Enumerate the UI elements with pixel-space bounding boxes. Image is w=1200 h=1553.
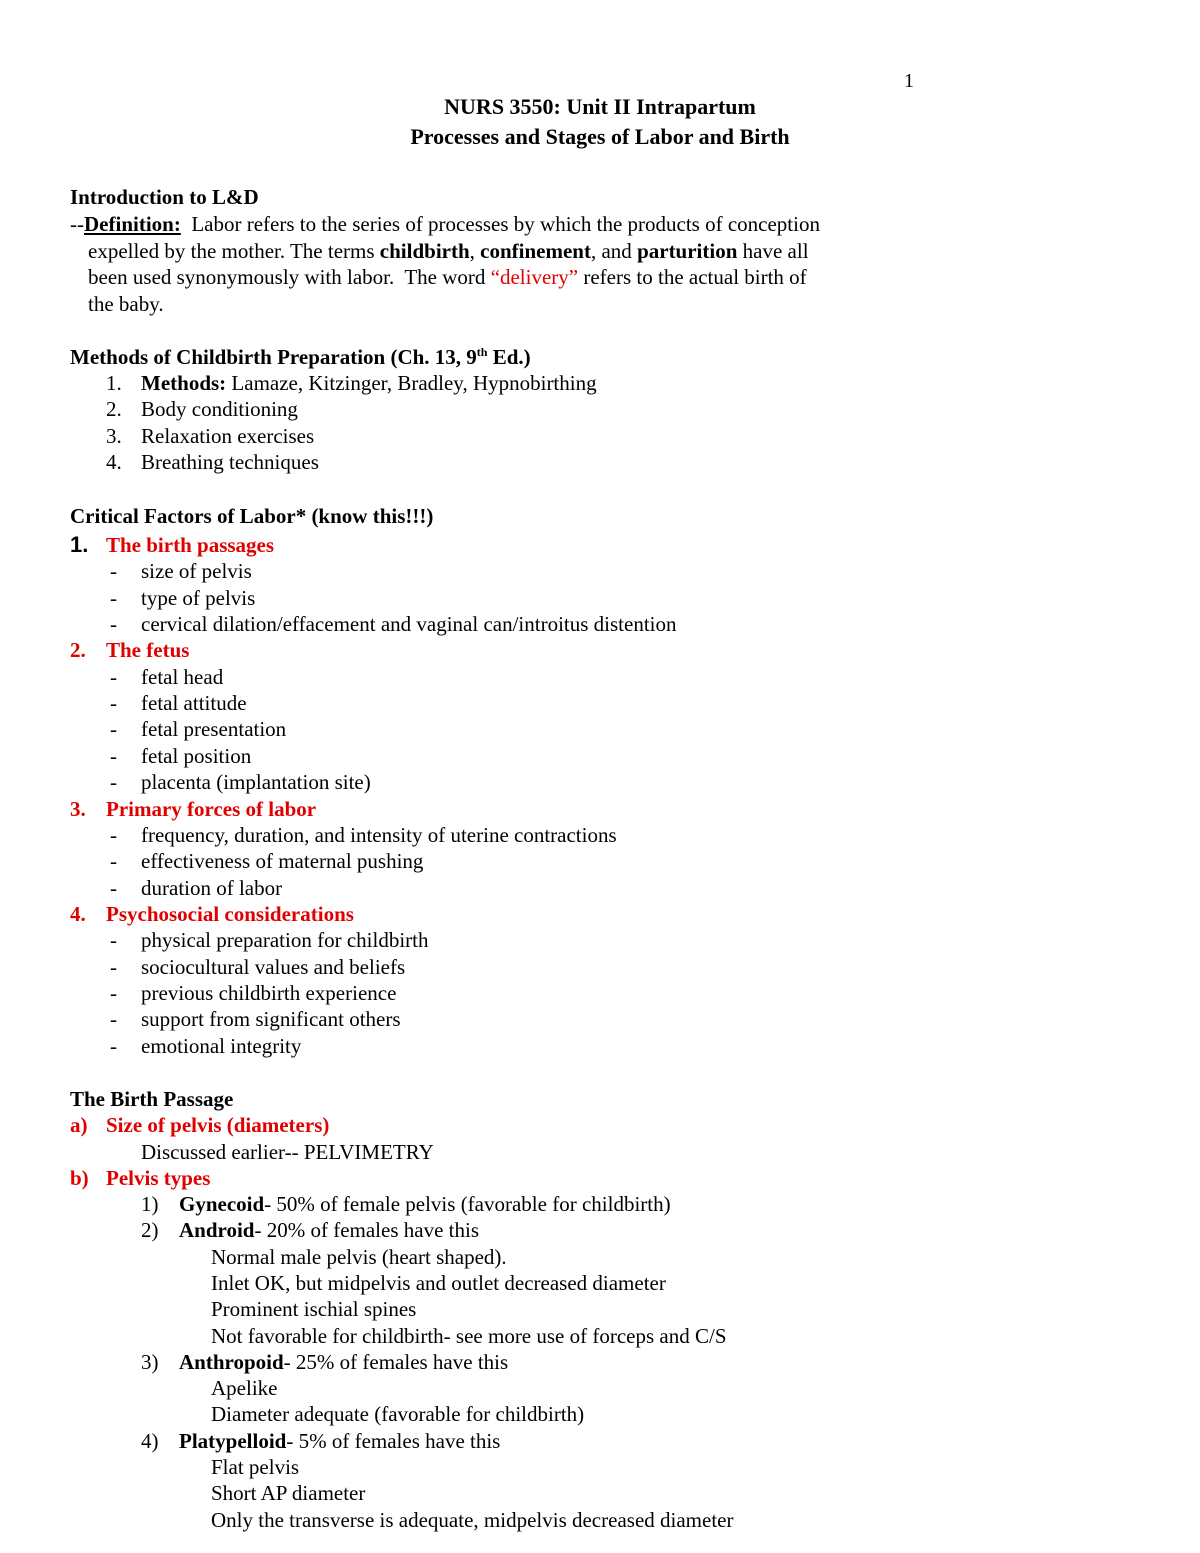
method-item [106,449,319,475]
type-number: 2) [141,1218,159,1243]
document-subtitle: Processes and Stages of Labor and Birth [410,124,790,149]
dash-bullet: - [110,928,117,953]
subitem-text: fetal attitude [141,691,247,716]
type-number: 3) [141,1349,159,1374]
type-number: 1) [141,1192,159,1216]
dash-bullet: - [110,585,117,610]
pelvis-types-item [70,1165,210,1191]
subitem-text: fetal head [141,664,224,689]
dash-bullet: - [110,691,117,716]
factor-heading [70,796,316,822]
factor-subitem [110,664,223,690]
type-name: Anthropoid [179,1349,284,1374]
methods-heading [70,344,531,370]
document-title: NURS 3550: Unit II Intrapartum [444,94,756,119]
text-span: been used synonymously with labor. The word [88,265,491,289]
subitem-text: physical preparation for childbirth [141,928,429,953]
superscript: th [476,345,488,359]
factor-label: Psychosocial considerations [106,901,354,926]
item-number: 3. [106,423,122,448]
dash-bullet: - [110,875,117,900]
page-number: 1 [904,70,914,92]
dash-bullet: - [110,849,117,874]
type-description: - 25% of females have this [283,1349,509,1374]
subitem-text: fetal presentation [141,717,287,742]
factor-subitem [110,743,251,769]
term-childbirth: childbirth [379,239,470,263]
subitem-text: duration of labor [141,875,283,900]
type-note: Prominent ischial spines [211,1297,417,1322]
type-note: Normal male pelvis (heart shaped). [211,1244,507,1269]
intro-heading: Introduction to L&D [70,185,259,209]
factor-label: The birth passages [106,533,275,557]
factor-subitem [110,1006,401,1032]
factor-subitem [110,822,617,848]
type-note: Flat pelvis [211,1455,300,1479]
dash-bullet: - [110,743,117,768]
text-span: , and [590,239,638,263]
subitem-text: frequency, duration, and intensity of uterine contractions [141,822,617,847]
subitem-text: size of pelvis [141,559,252,584]
method-item [106,370,597,396]
factor-subitem [110,1033,301,1059]
subitem-text: effectiveness of maternal pushing [141,849,424,874]
method-item [106,423,314,449]
item-number: 1. [106,371,122,395]
term-delivery: “delivery” [490,265,579,289]
type-note: Diameter adequate (favorable for childbirth) [211,1402,585,1427]
definition-label: Definition: [84,212,181,236]
text-span: , [469,239,481,263]
dash-bullet: - [110,664,117,689]
factor-subitem [110,848,423,874]
dash-bullet: - [110,717,117,742]
birth-passage-heading: The Birth Passage [70,1087,234,1111]
text-span: refers to the actual birth of [578,265,807,289]
factor-subitem [110,585,255,611]
text-span: Ed.) [487,345,531,369]
type-description: - 50% of female pelvis (favorable for childbirth) [264,1192,671,1216]
item-label: Pelvis types [106,1166,211,1190]
critical-factors-heading: Critical Factors of Labor* (know this!!!) [70,504,434,528]
dash-bullet: - [110,559,117,584]
definition-line-2 [88,238,809,264]
factor-subitem [110,690,247,716]
item-label: Size of pelvis (diameters) [106,1113,330,1137]
factor-heading [70,532,274,558]
item-letter: a) [70,1113,88,1137]
type-note: Short AP diameter [211,1481,366,1506]
factor-number: 2. [70,638,86,663]
type-note: Not favorable for childbirth- see more use of forceps and C/S [211,1323,727,1348]
definition-line-3 [88,264,807,290]
subitem-text: placenta (implantation site) [141,770,371,795]
factor-subitem [110,927,429,953]
type-number: 4) [141,1428,159,1453]
def-prefix: -- [70,212,84,236]
pelvis-type-item [141,1349,508,1375]
dash-bullet: - [110,770,117,795]
definition-line-4: the baby. [88,292,164,316]
dash-bullet: - [110,980,117,1005]
dash-bullet: - [110,1033,117,1058]
subitem-text: support from significant others [141,1007,401,1032]
dash-bullet: - [110,954,117,979]
text-span: have all [737,239,809,263]
factor-subitem [110,558,252,584]
factor-label: The fetus [106,638,190,663]
type-name: Platypelloid [179,1428,287,1453]
item-number: 4. [106,449,122,474]
item-text: Body conditioning [141,397,298,422]
subitem-text: cervical dilation/effacement and vaginal can/introitus distention [141,612,677,637]
type-note: Inlet OK, but midpelvis and outlet decreased diameter [211,1270,666,1295]
item-letter: b) [70,1166,89,1190]
definition-text: Labor refers to the series of processes by which the products of conception [180,212,820,236]
type-name: Gynecoid [179,1192,265,1216]
subitem-text: emotional integrity [141,1033,302,1058]
pelvis-type-item [141,1191,671,1217]
pelvis-type-item [141,1217,479,1243]
dash-bullet: - [110,1007,117,1032]
size-of-pelvis-item [70,1112,329,1138]
pelvis-type-item [141,1428,500,1454]
factor-subitem [110,611,677,637]
factor-heading [70,901,354,927]
item-text: Relaxation exercises [141,423,315,448]
type-name: Android [179,1218,255,1243]
type-note: Apelike [211,1376,278,1401]
factor-label: Primary forces of labor [106,796,317,821]
factor-subitem [110,769,371,795]
dash-bullet: - [110,612,117,637]
term-confinement: confinement [480,239,591,263]
item-text: Breathing techniques [141,449,319,474]
subitem-text: sociocultural values and beliefs [141,954,406,979]
type-description: - 20% of females have this [254,1218,479,1243]
factor-number: 1. [70,532,89,557]
dash-bullet: - [110,822,117,847]
method-item [106,396,298,422]
factor-number: 3. [70,796,86,821]
subitem-text: fetal position [141,743,252,768]
factor-heading [70,637,189,663]
size-of-pelvis-text: Discussed earlier-- PELVIMETRY [141,1140,434,1164]
factor-subitem [110,875,282,901]
item-number: 2. [106,397,122,422]
factor-subitem [110,716,286,742]
text-span: Methods of Childbirth Preparation (Ch. 13, 9 [70,345,477,369]
term-parturition: parturition [637,239,738,263]
factor-number: 4. [70,901,86,926]
text-span: expelled by the mother. The terms [88,239,380,263]
item-text: Lamaze, Kitzinger, Bradley, Hypnobirthing [226,371,597,395]
type-description: - 5% of females have this [286,1428,501,1453]
subitem-text: type of pelvis [141,585,256,610]
factor-subitem [110,980,396,1006]
subitem-text: previous childbirth experience [141,980,397,1005]
type-note: Only the transverse is adequate, midpelvis decreased diameter [211,1507,734,1532]
factor-subitem [110,954,405,980]
definition-line-1 [70,211,820,237]
item-bold-label: Methods: [141,371,227,395]
